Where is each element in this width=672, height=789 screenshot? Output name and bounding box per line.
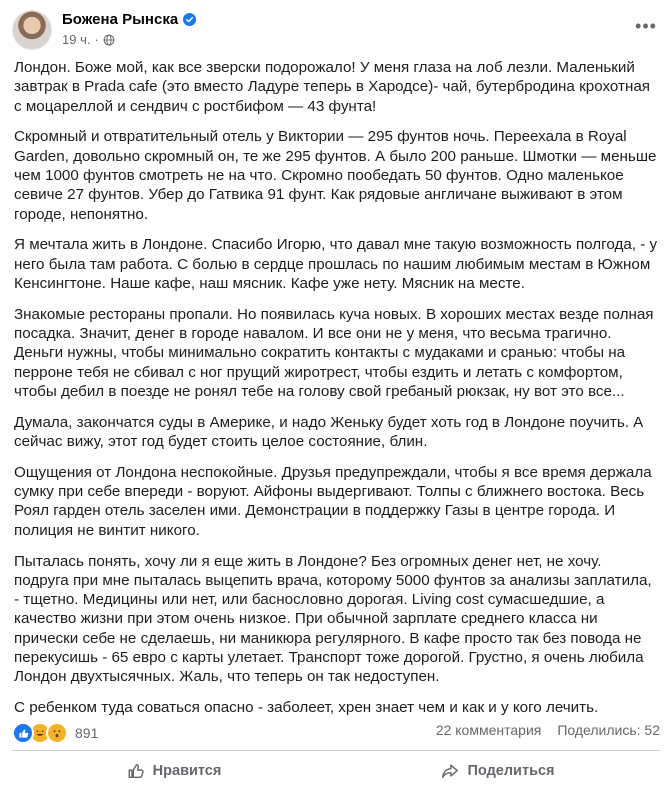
post-header (12, 10, 660, 52)
actions-divider (12, 750, 660, 751)
post-paragraph: Знакомые рестораны пропали. Но появилась куча новых. В хороших местах везде полная посадка. Значит, денег в городе навалом. И все они не у меня, что весьма трагично. Деньги нужны, чтобы минимально сократить контакты с мудаками и сранью: чтобы на перроне тебя не сбивал с ног прущий жиротрест, чтобы ездить и летать с комфортом, чтобы дебил в поезде не ронял тебе на голову свой гребаный рюкзак, ну вот это все... (14, 305, 654, 400)
verified-badge-icon (183, 13, 196, 26)
like-reaction-icon (12, 722, 34, 744)
like-button[interactable] (12, 753, 336, 789)
author-avatar[interactable] (12, 10, 52, 50)
post-paragraph: Скромный и отвратительный отель у Виктории — 295 фунтов ночь. Переехала в Royal Garden, довольно скромный он, те же 295 фунтов. А было 200 раньше. Шмотки — меньше чем 1000 фунтов смотреть не на что. Скромно пообедать 50 фунтов. Одно маленькое севиче 27 фунтов. Убер до Гатвика 91 фунт. Как рядовые англичане выживают в этом городе, непонятно. (14, 128, 657, 223)
author-name[interactable]: Божена Рынска (62, 11, 179, 28)
meta-separator: · (94, 32, 99, 47)
reactions-count: 891 (75, 725, 99, 741)
globe-icon[interactable] (103, 34, 115, 46)
post-stats (12, 722, 660, 742)
comments-count[interactable]: 22 комментария (435, 722, 542, 738)
share-label: Поделиться (467, 763, 555, 779)
thumbs-up-icon (127, 762, 145, 780)
share-button[interactable] (336, 753, 660, 789)
post-paragraph: С ребенком туда соваться опасно - заболеет, хрен знает чем и как и у кого лечить. (14, 699, 599, 717)
reactions-summary[interactable] (12, 722, 98, 744)
shares-count[interactable]: Поделились: 52 (557, 722, 660, 738)
post-actions (12, 753, 660, 789)
post-paragraph: Я мечтала жить в Лондоне. Спасибо Игорю, что давал мне такую возможность полгода, - у него была там работа. С болью в сердце прошлась по нашим любимым местам в Южном Кенсингтоне. Наше кафе, наш мясник. Кафе уже нету. Мясник на месте. (14, 236, 658, 292)
post-paragraph: Думала, закончатся суды в Америке, и надо Женьку будет хоть год в Лондоне поучить. А сейчас вижу, этот год будет стоить целое состояние, блин. (14, 413, 644, 451)
post-paragraph: Лондон. Боже мой, как все зверски подорожало! У меня глаза на лоб лезли. Маленький завтрак в Prada cafe (это вместо Ладуре теперь в Хародсе)- чай, бутербродина крохотная с моцареллой и сендвич с ростбифом — 43 фунта! (14, 59, 651, 115)
post-paragraph: Ощущения от Лондона неспокойные. Друзья предупреждали, чтобы я все время держала сумку при себе впереди - воруют. Айфоны выдергивают. Толпы с ближнего востока. Весь Роял гарден отель заселен ими. Демонстрации в поддержку Газы в центре города. И полиция не винтит никого. (14, 463, 652, 539)
more-options-icon[interactable]: ••• (635, 15, 657, 36)
post-paragraph: Пыталась понять, хочу ли я еще жить в Лондоне? Без огромных денег нет, не хочу. подруга при мне пыталась выцепить врача, которому 5000 фунтов за анализы заплатила, - тщетно. Медицины или нет, или баснословно дорогая. Living cost сумасшедшие, а качество жизни при этом очень низкое. При обычной зарплате среднего класса ни прически себе не сделаешь, ни маникюра регулярного. В кафе просто так без повода не перекусишь - 65 евро с карты улетает. Транспорт тоже дорогой. Грустно, я очень любила Лондон двухтысячных. Жаль, что теперь он так недоступен. (14, 552, 652, 686)
wow-reaction-icon (46, 722, 68, 744)
engagement-stats (436, 722, 660, 738)
post-meta (62, 32, 115, 47)
post-time[interactable]: 19 ч. (62, 32, 91, 47)
author-name-row (62, 11, 196, 28)
share-arrow-icon (441, 762, 459, 780)
post-body (14, 58, 660, 729)
like-label: Нравится (152, 763, 222, 779)
